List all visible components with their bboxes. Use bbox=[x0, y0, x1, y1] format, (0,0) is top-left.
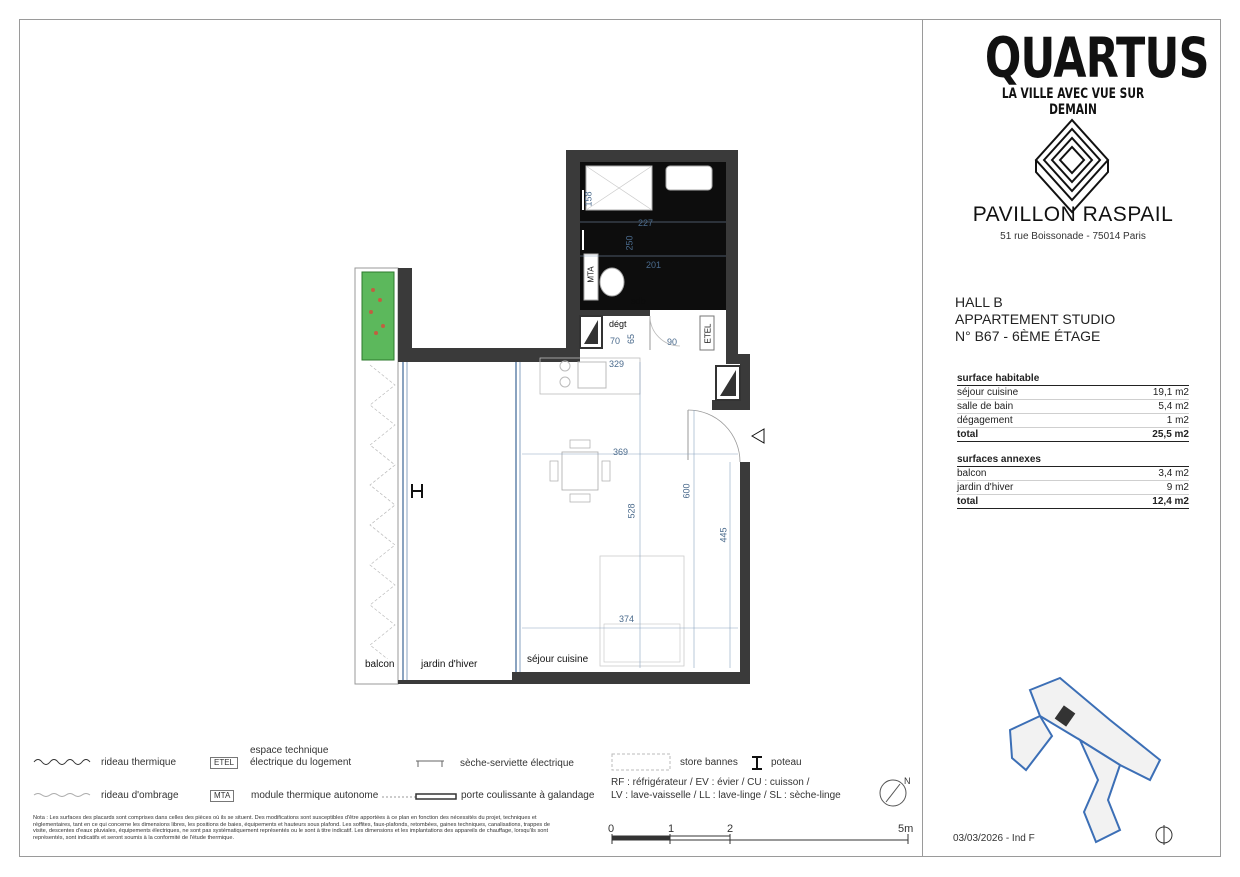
legend-etel-box: ETEL bbox=[210, 757, 238, 769]
scale-label-0: 0 bbox=[608, 823, 615, 835]
table-row: balcon 3,4 m2 bbox=[957, 468, 1189, 479]
dimension-label: 329 bbox=[609, 359, 625, 369]
poteau-symbol bbox=[752, 757, 762, 769]
dining-table bbox=[562, 452, 598, 490]
legend-rideau-ombrage: rideau d'ombrage bbox=[101, 790, 179, 801]
table-row: dégagement 1 m2 bbox=[957, 415, 1189, 426]
apartment-type: APPARTEMENT STUDIO bbox=[955, 311, 1116, 327]
room-label-sdb: sdb bbox=[631, 296, 646, 306]
hall-label: HALL B bbox=[955, 294, 1003, 310]
dimension-label: 201 bbox=[646, 260, 662, 270]
brand-tagline: LA VILLE AVEC VUE SUR DEMAIN bbox=[1001, 86, 1145, 118]
store-bannes-hatch bbox=[370, 365, 395, 665]
key-plan bbox=[1010, 678, 1160, 842]
table-total-row: total 12,4 m2 bbox=[957, 496, 1189, 507]
dimension-label: 158 bbox=[583, 191, 594, 207]
washbasin bbox=[666, 166, 712, 190]
scale-label-5m: 5m bbox=[898, 823, 914, 835]
legend-abbr-line1: RF : réfrigérateur / EV : évier / CU : cuisson / bbox=[611, 777, 810, 788]
legend-rideau-thermique: rideau thermique bbox=[101, 757, 177, 768]
apartment-info bbox=[955, 294, 1115, 345]
bed bbox=[600, 556, 684, 666]
dimension-label: 369 bbox=[613, 447, 629, 457]
pavillon-logo bbox=[1036, 120, 1108, 212]
project-address: 51 rue Boissonade - 75014 Paris bbox=[1000, 231, 1146, 242]
poteau bbox=[412, 484, 422, 498]
legend-mta-box: MTA bbox=[210, 790, 234, 802]
dimension-label: 374 bbox=[619, 614, 635, 624]
room-label-sejour: séjour cuisine bbox=[527, 654, 589, 665]
project-block bbox=[960, 203, 1186, 242]
scale-bar bbox=[612, 834, 908, 844]
table-row: jardin d'hiver 9 m2 bbox=[957, 482, 1189, 493]
apartment-number: N° B67 - 6ÈME ÉTAGE bbox=[955, 328, 1101, 344]
brand-block bbox=[960, 26, 1209, 118]
north-label: N bbox=[904, 776, 911, 786]
legend-seche-serviette: sèche-serviette électrique bbox=[460, 758, 574, 769]
dimension-label: 70 bbox=[610, 336, 621, 346]
dimension-label: 65 bbox=[626, 333, 637, 345]
dimension-label: 250 bbox=[624, 235, 635, 251]
rideau-thermique-symbol bbox=[34, 760, 90, 765]
key-plan-north bbox=[1156, 825, 1172, 845]
room-label-degt: dégt bbox=[609, 319, 627, 329]
toilet bbox=[600, 268, 624, 296]
room-label-jardin: jardin d'hiver bbox=[421, 659, 478, 670]
legend-mta-desc: module thermique autonome bbox=[251, 790, 379, 801]
legend-porte-coulissante: porte coulissante à galandage bbox=[461, 790, 595, 801]
table-row: salle de bain 5,4 m2 bbox=[957, 401, 1189, 412]
seche-serviette-symbol bbox=[416, 761, 444, 767]
legend-store-bannes: store bannes bbox=[680, 757, 738, 768]
legend-etel-desc: espace technique électrique du logement bbox=[250, 745, 352, 768]
store-bannes-symbol bbox=[612, 754, 670, 770]
legend-poteau: poteau bbox=[771, 757, 802, 768]
dimension-label: 600 bbox=[681, 483, 692, 499]
scale-label-1: 1 bbox=[668, 823, 675, 835]
table-row: séjour cuisine 19,1 m2 bbox=[957, 387, 1189, 398]
project-name: PAVILLON RASPAIL bbox=[972, 203, 1174, 226]
surfaces-annexes-table bbox=[957, 454, 1189, 509]
dimension-label: 227 bbox=[638, 218, 654, 228]
surface-habitable-table bbox=[957, 373, 1189, 442]
porte-coulissante-symbol bbox=[416, 794, 456, 799]
room-label-balcon: balcon bbox=[365, 659, 395, 670]
scale-label-2: 2 bbox=[727, 823, 734, 835]
etel-label: ETEL bbox=[703, 323, 713, 344]
planter bbox=[362, 272, 394, 360]
quartus-logo: QUARTUS bbox=[984, 26, 1209, 90]
table-title: surface habitable bbox=[957, 373, 1189, 386]
legal-note: Nota : Les surfaces des placards sont comprises dans celles des pièces où ils se situent. Des modifications sont susceptibles d'être apportées à ce plan en fonction des nécessités du projet, techniques et réglementaires, tant en ce qui concerne les dimensions libres, les positions de baies, équipements et hauteurs sous plafond. Les soffites, faux-plafonds, retombées, gaines techniques, canalisations, trappes de visite, descentes d'eaux pluviales, équipements électriques, ne sont pas systématiquement représentés ou le sont à titre indicatif. Les dimensions et les implantations des appareils de chauffage, lorsqu'ils sont représentés, sont indicatifs et seront soumis à la conformité de l'étude thermique. bbox=[33, 815, 551, 841]
table-total-row: total 25,5 m2 bbox=[957, 429, 1189, 440]
dimension-label: 90 bbox=[667, 337, 678, 347]
mta-label: MTA bbox=[586, 266, 596, 283]
table-title: surfaces annexes bbox=[957, 454, 1189, 467]
kitchen-counter bbox=[540, 358, 640, 394]
legend-abbr-line2: LV : lave-vaisselle / LL : lave-linge / SL : sèche-linge bbox=[611, 790, 841, 801]
dimension-label: 528 bbox=[626, 503, 637, 519]
rideau-ombrage-symbol bbox=[34, 794, 90, 797]
revision-date: 03/03/2026 - Ind F bbox=[953, 833, 1035, 844]
dimension-label: 445 bbox=[718, 527, 729, 543]
